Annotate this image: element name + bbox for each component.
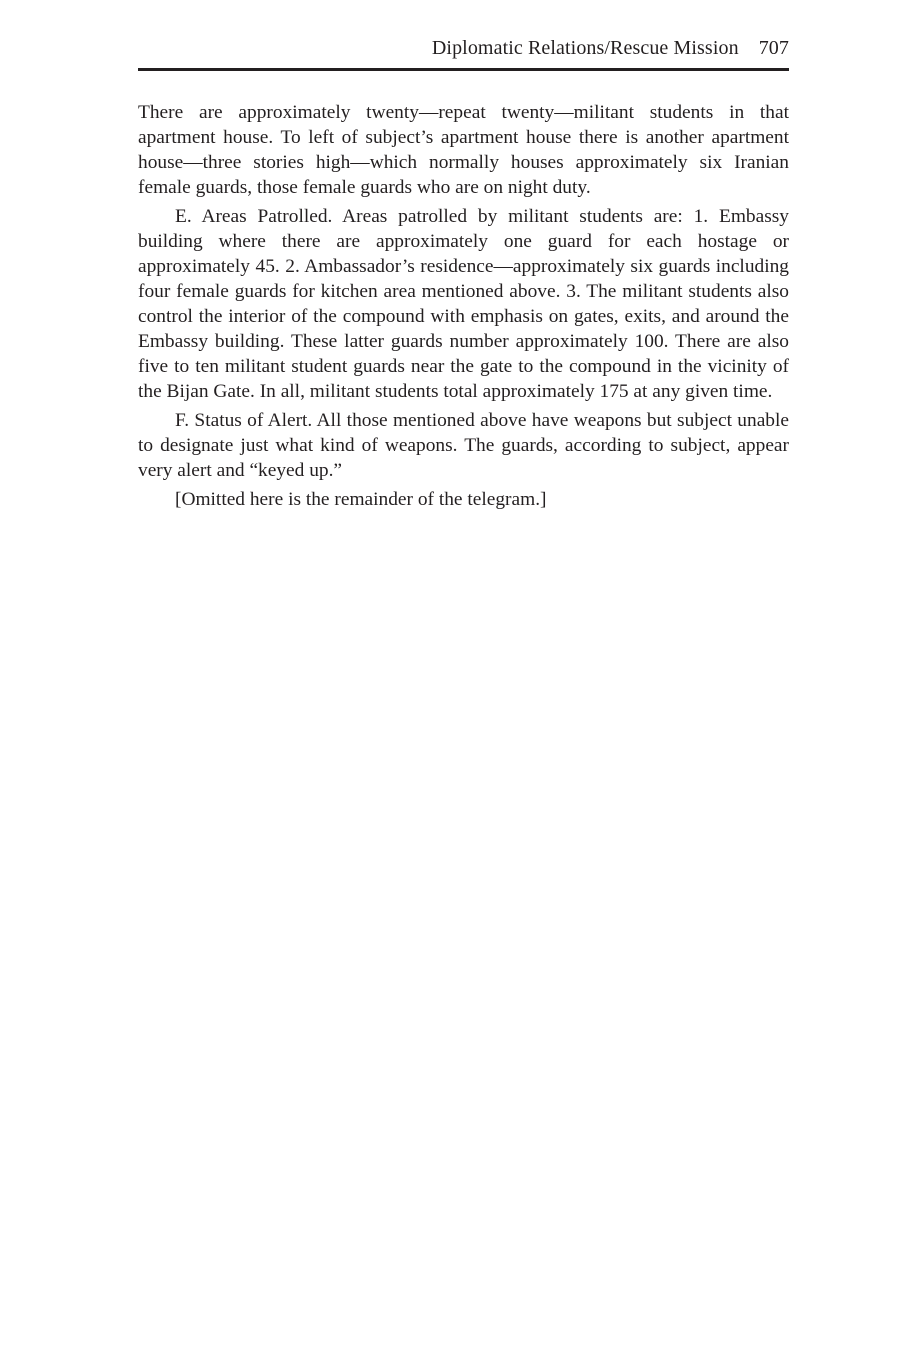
editorial-note: [Omitted here is the remainder of the telegram.] — [175, 489, 547, 510]
body-text — [138, 100, 789, 516]
paragraph-continuation: There are approximately twenty—repeat twenty—militant students in that apartment house. To left of subject’s apartment house there is another apartment house—three stories high—which normally houses approximately six Iranian female guards, those female guards who are on night duty. — [138, 102, 789, 198]
header-rule — [138, 68, 789, 71]
page-number: 707 — [758, 37, 789, 59]
running-head — [138, 37, 789, 65]
paragraph-areas-patrolled: E. Areas Patrolled. Areas patrolled by militant students are: 1. Embassy building where there are approximately one guard for each hostage or approximately 45. 2. Ambassador’s residence—approximately six guards including four female guards for kitchen area mentioned above. 3. The militant students also control the interior of the compound with emphasis on gates, exits, and around the Embassy building. These latter guards number approximately 100. There are also five to ten militant student guards near the gate to the compound in the vicinity of the Bijan Gate. In all, militant students total approximately 175 at any given time. — [138, 206, 789, 402]
running-title: Diplomatic Relations/Rescue Mission — [431, 37, 739, 59]
paragraph-status-of-alert: F. Status of Alert. All those mentioned above have weapons but subject unable to designate just what kind of weapons. The guards, according to subject, appear very alert and “keyed up.” — [138, 410, 789, 481]
